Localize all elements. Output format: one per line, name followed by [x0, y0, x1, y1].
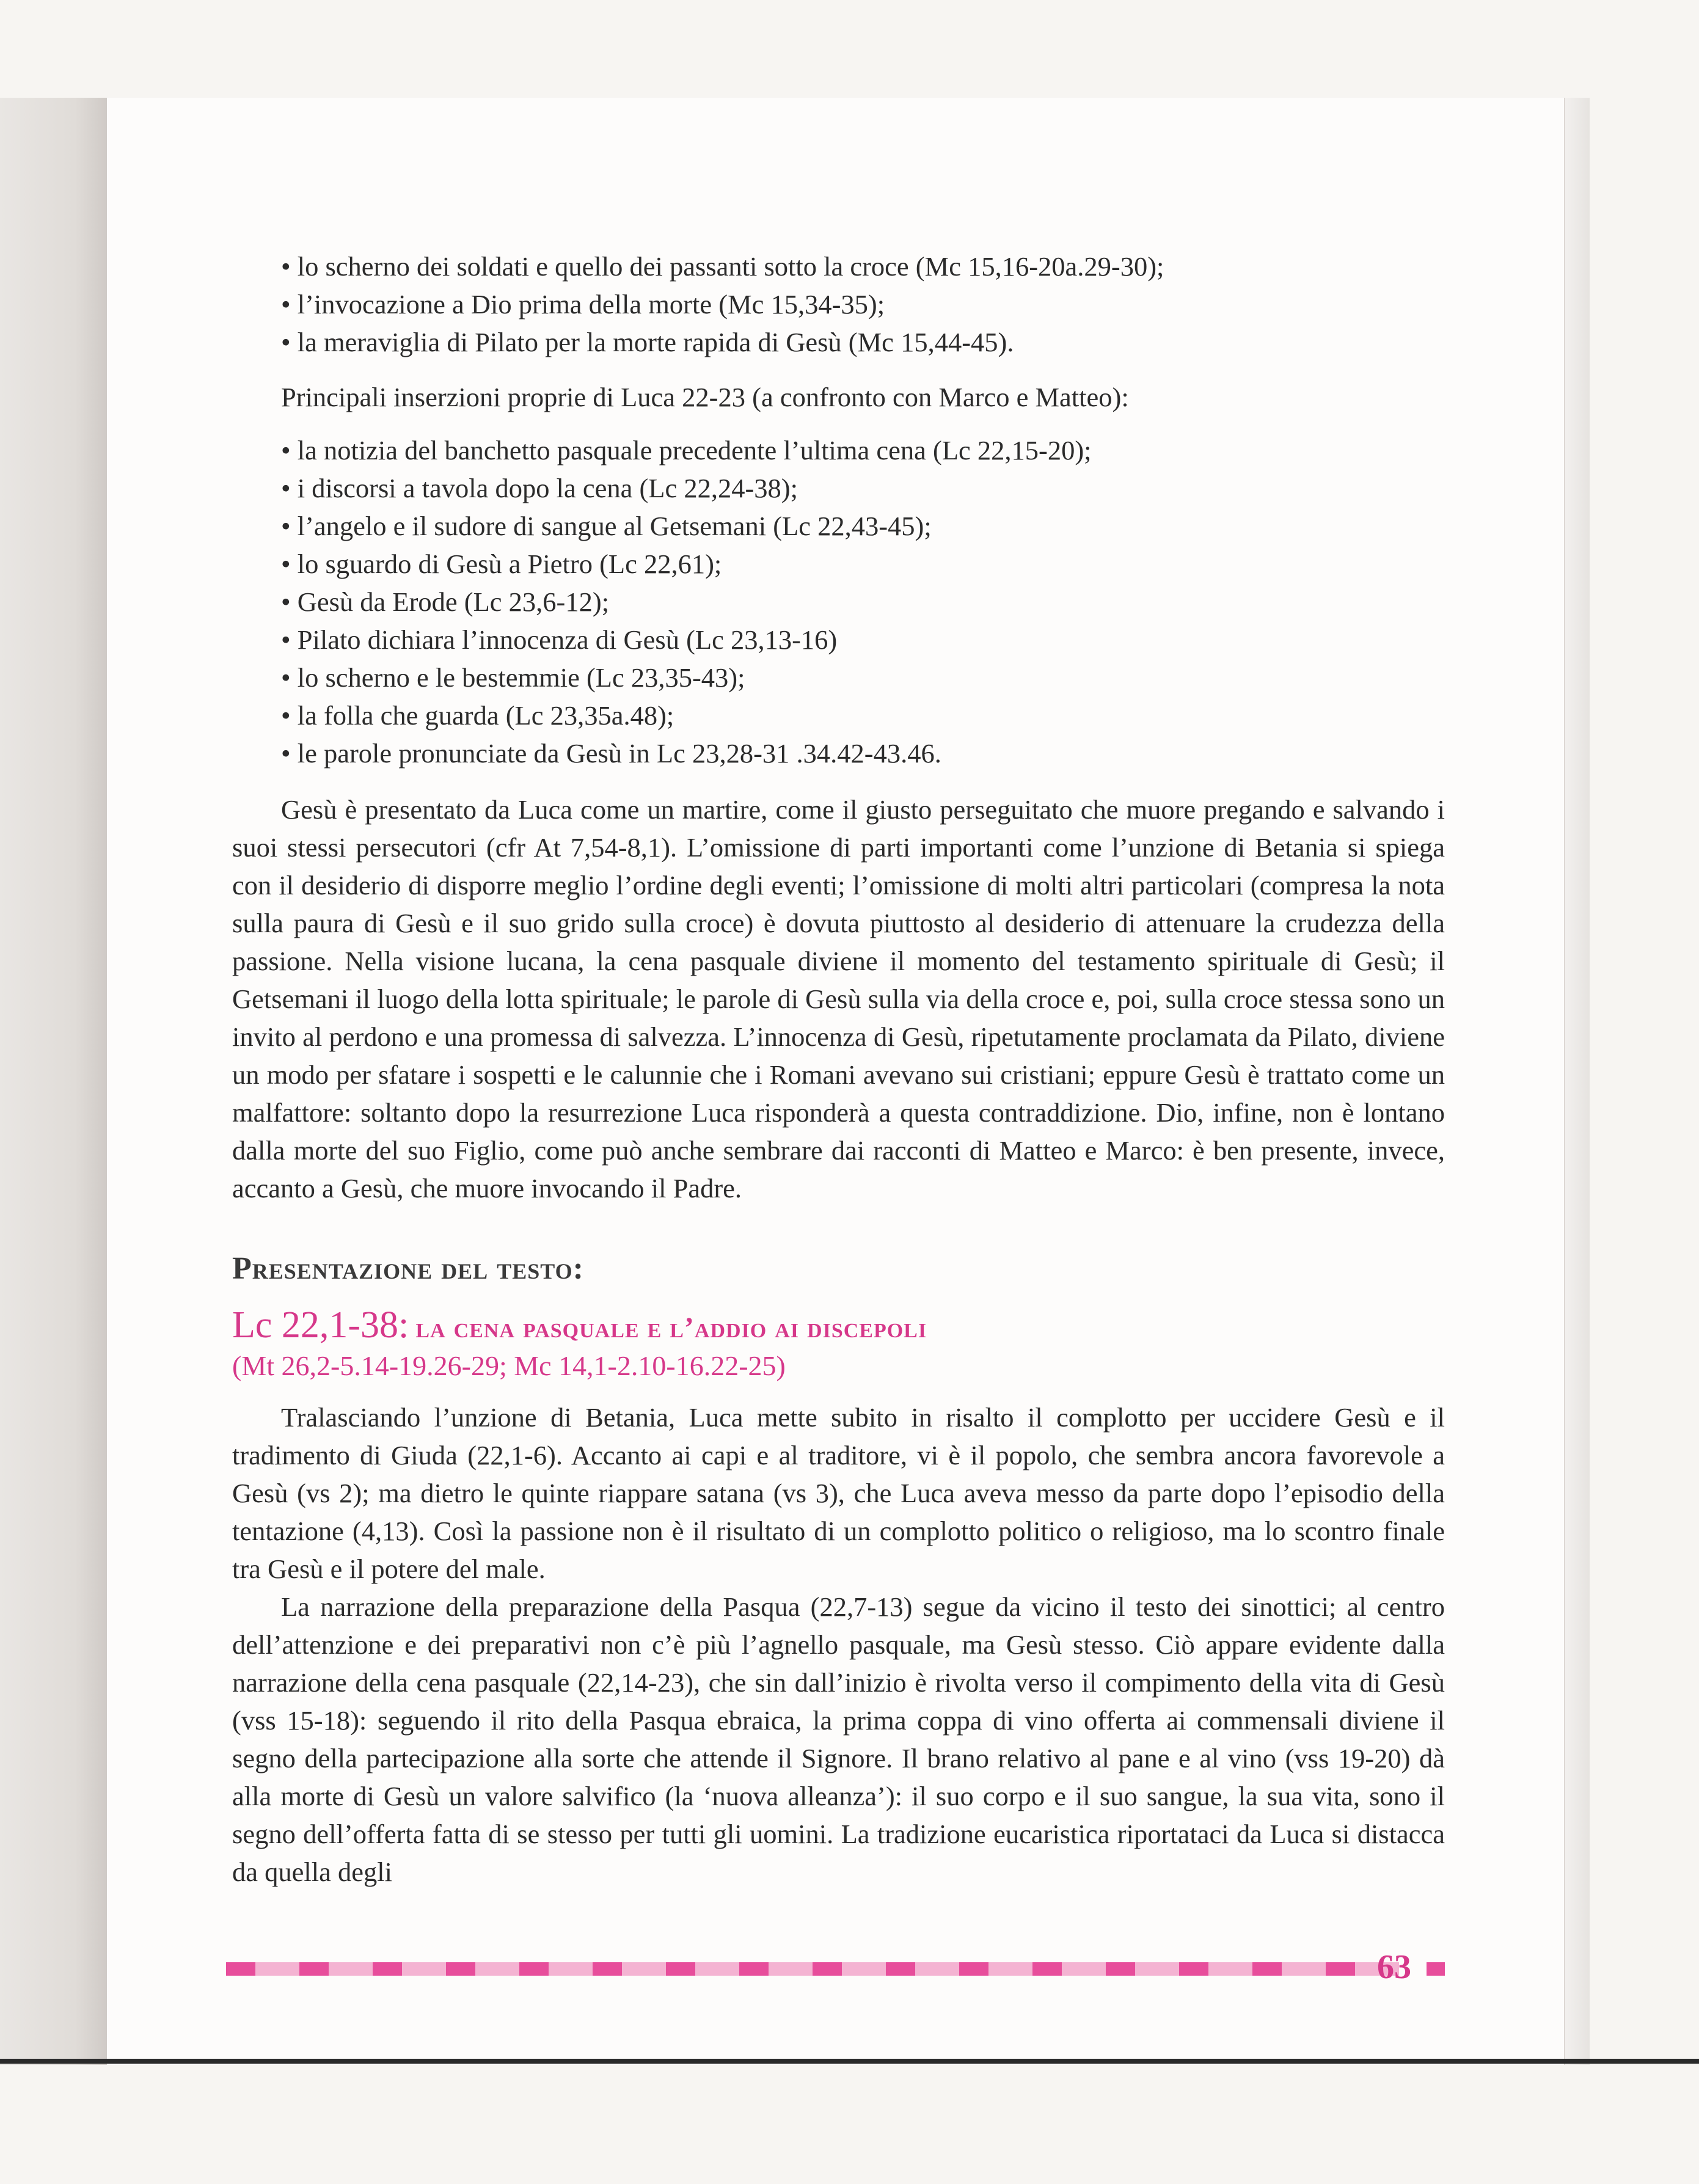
list-item: • l’invocazione a Dio prima della morte (Mc 15,34-35);: [232, 285, 1445, 323]
paragraph-martyr: Gesù è presentato da Luca come un martire, come il giusto perseguitato che muore pregando e salvando i suoi stessi persecutori (cfr At 7,54-8,1). L’omissione di parti importanti come l’unzione di Betania si spiega con il desiderio di disporre meglio l’ordine degli eventi; l’omissione di molti altri particolari (compresa la nota sulla paura di Gesù e il suo grido sulla croce) è dovuta piuttosto al desiderio di attenuare la crudezza della passione. Nella visione lucana, la cena pasquale diviene il momento del testamento spirituale di Gesù; il Getsemani il luogo della lotta spirituale; le parole di Gesù sulla via della croce e, poi, sulla croce stessa sono un invito al perdono e una promessa di salvezza. L’innocenza di Gesù, ripetutamente proclamata da Pilato, diviene un modo per sfatare i sospetti e le calunnie che i Romani avevano sui cristiani; eppure Gesù è trattato come un malfattore: soltanto dopo la resurrezione Luca risponderà a questa contraddizione. Dio, infine, non è lontano dalla morte del suo Figlio, come può anche sembrare dai racconti di Matteo e Marco: è ben presente, invece, accanto a Gesù, che muore invocando il Padre.: [232, 794, 1445, 1203]
list-item: • la folla che guarda (Lc 23,35a.48);: [232, 696, 1445, 734]
list-item: • l’angelo e il sudore di sangue al Getsemani (Lc 22,43-45);: [232, 507, 1445, 545]
paragraph-passover: La narrazione della preparazione della Pasqua (22,7-13) segue da vicino il testo dei sinottici; al centro dell’attenzione e dei preparativi non c’è più l’agnello pasquale, ma Gesù stesso. Ciò appare evidente dalla narrazione della cena pasquale (22,14-23), che sin dall’inizio è rivolta verso il compimento della vita di Gesù (vss 15-18): seguendo il rito della Pasqua ebraica, la prima coppa di vino offerta ai commensali diviene il segno della partecipazione alla sorte che attende il Signore. Il brano relativo al pane e al vino (vss 19-20) dà alla morte di Gesù un valore salvifico (la ‘nuova alleanza’): il suo corpo e il suo sangue, la sua vita, sono il segno dell’offerta fatta di se stesso per tutti gli uomini. La tradizione eucaristica riportataci da Luca si distacca da quella degli: [232, 1591, 1445, 1887]
page-edge: [1564, 98, 1590, 2065]
chapter-parallels: (Mt 26,2-5.14-19.26-29; Mc 14,1-2.10-16.22-25): [232, 1350, 786, 1381]
list-item: • lo sguardo di Gesù a Pietro (Lc 22,61);: [232, 545, 1445, 583]
list-item: • Pilato dichiara l’innocenza di Gesù (Lc 23,13-16): [232, 621, 1445, 659]
list-item: • la meraviglia di Pilato per la morte rapida di Gesù (Mc 15,44-45).: [232, 323, 1445, 361]
paragraph-complot: Tralasciando l’unzione di Betania, Luca mette subito in risalto il complotto per uccidere Gesù e il tradimento di Giuda (22,1-6). Accanto ai capi e al traditore, vi è il popolo, che sembra ancora favorevole a Gesù (vs 2); ma dietro le quinte riappare satana (vs 3), che Luca aveva messo da parte dopo l’episodio della tentazione (4,13). Così la passione non è il risultato di un complotto politico o religioso, ma lo scontro finale tra Gesù e il potere del male.: [232, 1402, 1445, 1584]
scan-left-page: [0, 98, 108, 2065]
bullet-list-luke: [232, 431, 1445, 772]
list-item: • la notizia del banchetto pasquale precedente l’ultima cena (Lc 22,15-20);: [232, 431, 1445, 469]
list-item: • lo scherno e le bestemmie (Lc 23,35-43);: [232, 659, 1445, 696]
insertions-intro: Principali inserzioni proprie di Luca 22-23 (a confronto con Marco e Matteo):: [281, 382, 1129, 412]
list-item: • le parole pronunciate da Gesù in Lc 23,28-31 .34.42-43.46.: [232, 734, 1445, 772]
list-item: • Gesù da Erode (Lc 23,6-12);: [232, 583, 1445, 621]
chapter-title: la cena pasquale e l’addio ai discepoli: [415, 1312, 927, 1344]
list-item: • i discorsi a tavola dopo la cena (Lc 22,24-38);: [232, 469, 1445, 507]
footer-decorative-bar: [226, 1962, 1399, 1976]
bullet-list-mark: [232, 247, 1445, 361]
chapter-ref: Lc 22,1-38:: [232, 1304, 409, 1346]
section-title: Presentazione del testo:: [232, 1251, 584, 1286]
chapter-heading: [232, 1306, 1445, 1347]
page-number: 63: [1377, 1948, 1411, 1986]
page-content: [232, 247, 1445, 1891]
footer-bar-end: [1427, 1962, 1445, 1976]
list-item: • lo scherno dei soldati e quello dei passanti sotto la croce (Mc 15,16-20a.29-30);: [232, 247, 1445, 285]
scan-bottom-edge: [0, 2059, 1699, 2064]
